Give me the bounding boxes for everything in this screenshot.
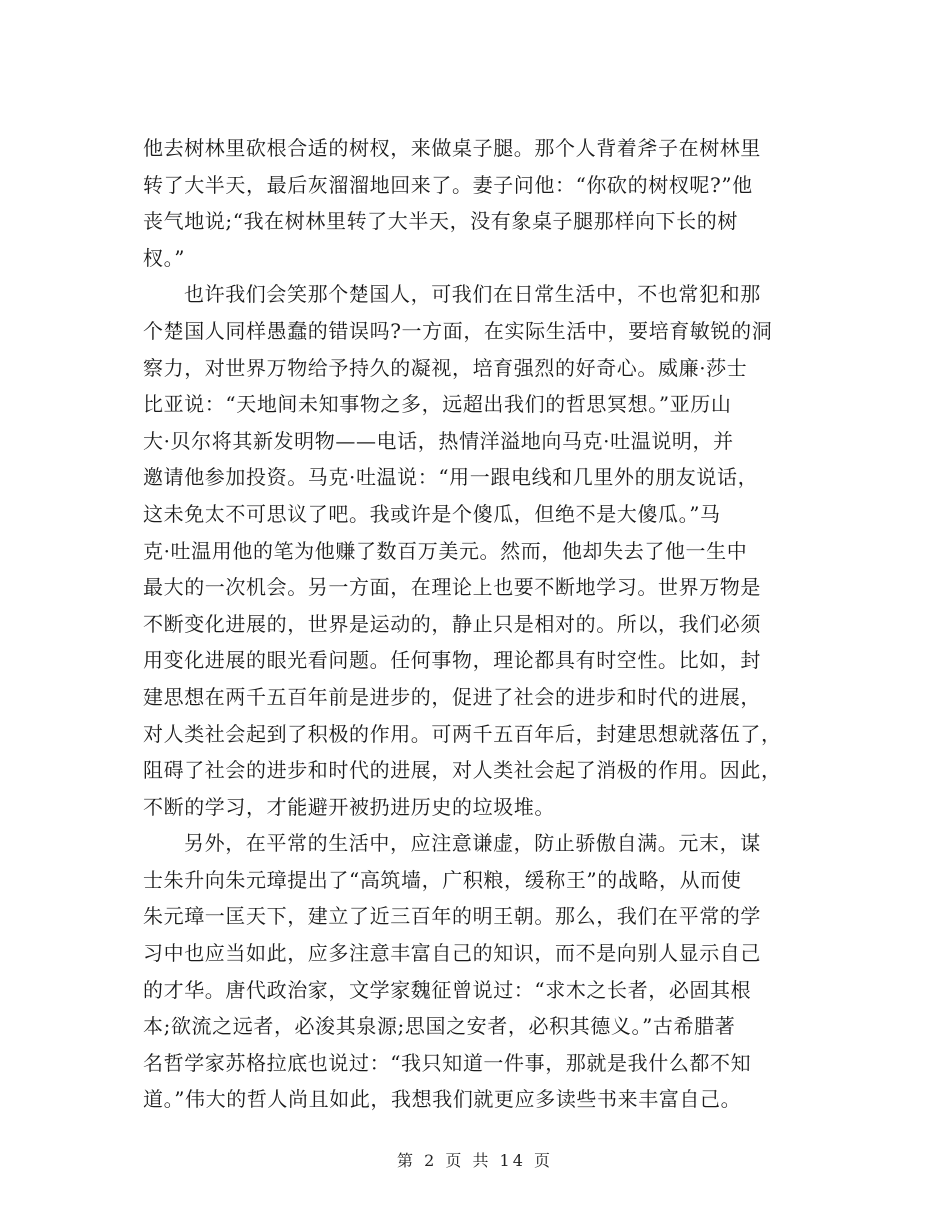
page-number-footer: 第 2 页 共 14 页 — [397, 1151, 553, 1170]
text-line: 个楚国人同样愚蠢的错误吗?一方面，在实际生活中，要培育敏锐的洞 — [143, 318, 773, 343]
text-line: 邀请他参加投资。马克·吐温说：“用一跟电线和几里外的朋友说话， — [143, 465, 759, 490]
text-line: 名哲学家苏格拉底也说过：“我只知道一件事，那就是我什么都不知 — [143, 1050, 752, 1075]
text-line: 这未免太不可思议了吧。我或许是个傻瓜，但绝不是大傻瓜。”马 — [143, 501, 721, 526]
text-line: 不断的学习，才能避开被扔进历史的垃圾堆。 — [143, 794, 555, 819]
text-line: 用变化进展的眼光看问题。任何事物，理论都具有时空性。比如，封 — [143, 648, 761, 673]
text-line: 杈。” — [143, 245, 186, 270]
text-line: 最大的一次机会。另一方面，在理论上也要不断地学习。世界万物是 — [143, 575, 761, 600]
text-line: 不断变化进展的，世界是运动的，静止只是相对的。所以，我们必须 — [143, 611, 761, 636]
text-line: 对人类社会起到了积极的作用。可两千五百年后，封建思想就落伍了， — [143, 721, 782, 746]
text-line: 本;欲流之远者，必浚其泉源;思国之安者，必积其德义。”古希腊著 — [143, 1014, 736, 1039]
text-line: 士朱升向朱元璋提出了“高筑墙，广积粮，缓称王”的战略，从而使 — [143, 867, 742, 892]
text-line: 朱元璋一匡天下，建立了近三百年的明王朝。那么，我们在平常的学 — [143, 904, 761, 929]
text-line: 丧气地说;“我在树林里转了大半天，没有象桌子腿那样向下长的树 — [143, 209, 738, 234]
text-line: 比亚说：“天地间未知事物之多，远超出我们的哲思冥想。”亚历山 — [143, 392, 732, 417]
paragraph-first-line: 也许我们会笑那个楚国人，可我们在日常生活中，不也常犯和那 — [184, 282, 761, 307]
paragraph-first-line: 另外，在平常的生活中，应注意谦虚，防止骄傲自满。元末，谋 — [184, 831, 761, 856]
body-text — [143, 130, 813, 1118]
text-line: 大·贝尔将其新发明物——电话，热情洋溢地向马克·吐温说明，并 — [143, 428, 734, 453]
text-line: 转了大半天，最后灰溜溜地回来了。妻子问他：“你砍的树杈呢?”他 — [143, 172, 753, 197]
text-line: 克·吐温用他的笔为他赚了数百万美元。然而，他却失去了他一生中 — [143, 538, 748, 563]
text-line: 习中也应当如此，应多注意丰富自己的知识，而不是向别人显示自己 — [143, 941, 761, 966]
text-line: 道。”伟大的哲人尚且如此，我想我们就更应多读些书来丰富自己。 — [143, 1087, 742, 1112]
text-line: 建思想在两千五百年前是进步的，促进了社会的进步和时代的进展， — [143, 684, 761, 709]
text-line: 他去树林里砍根合适的树杈，来做桌子腿。那个人背着斧子在树林里 — [143, 136, 761, 160]
text-line: 察力，对世界万物给予持久的凝视，培育强烈的好奇心。威廉·莎士 — [143, 355, 748, 380]
text-line: 阻碍了社会的进步和时代的进展，对人类社会起了消极的作用。因此， — [143, 758, 782, 783]
text-line: 的才华。唐代政治家，文学家魏征曾说过：“求木之长者，必固其根 — [143, 977, 752, 1002]
